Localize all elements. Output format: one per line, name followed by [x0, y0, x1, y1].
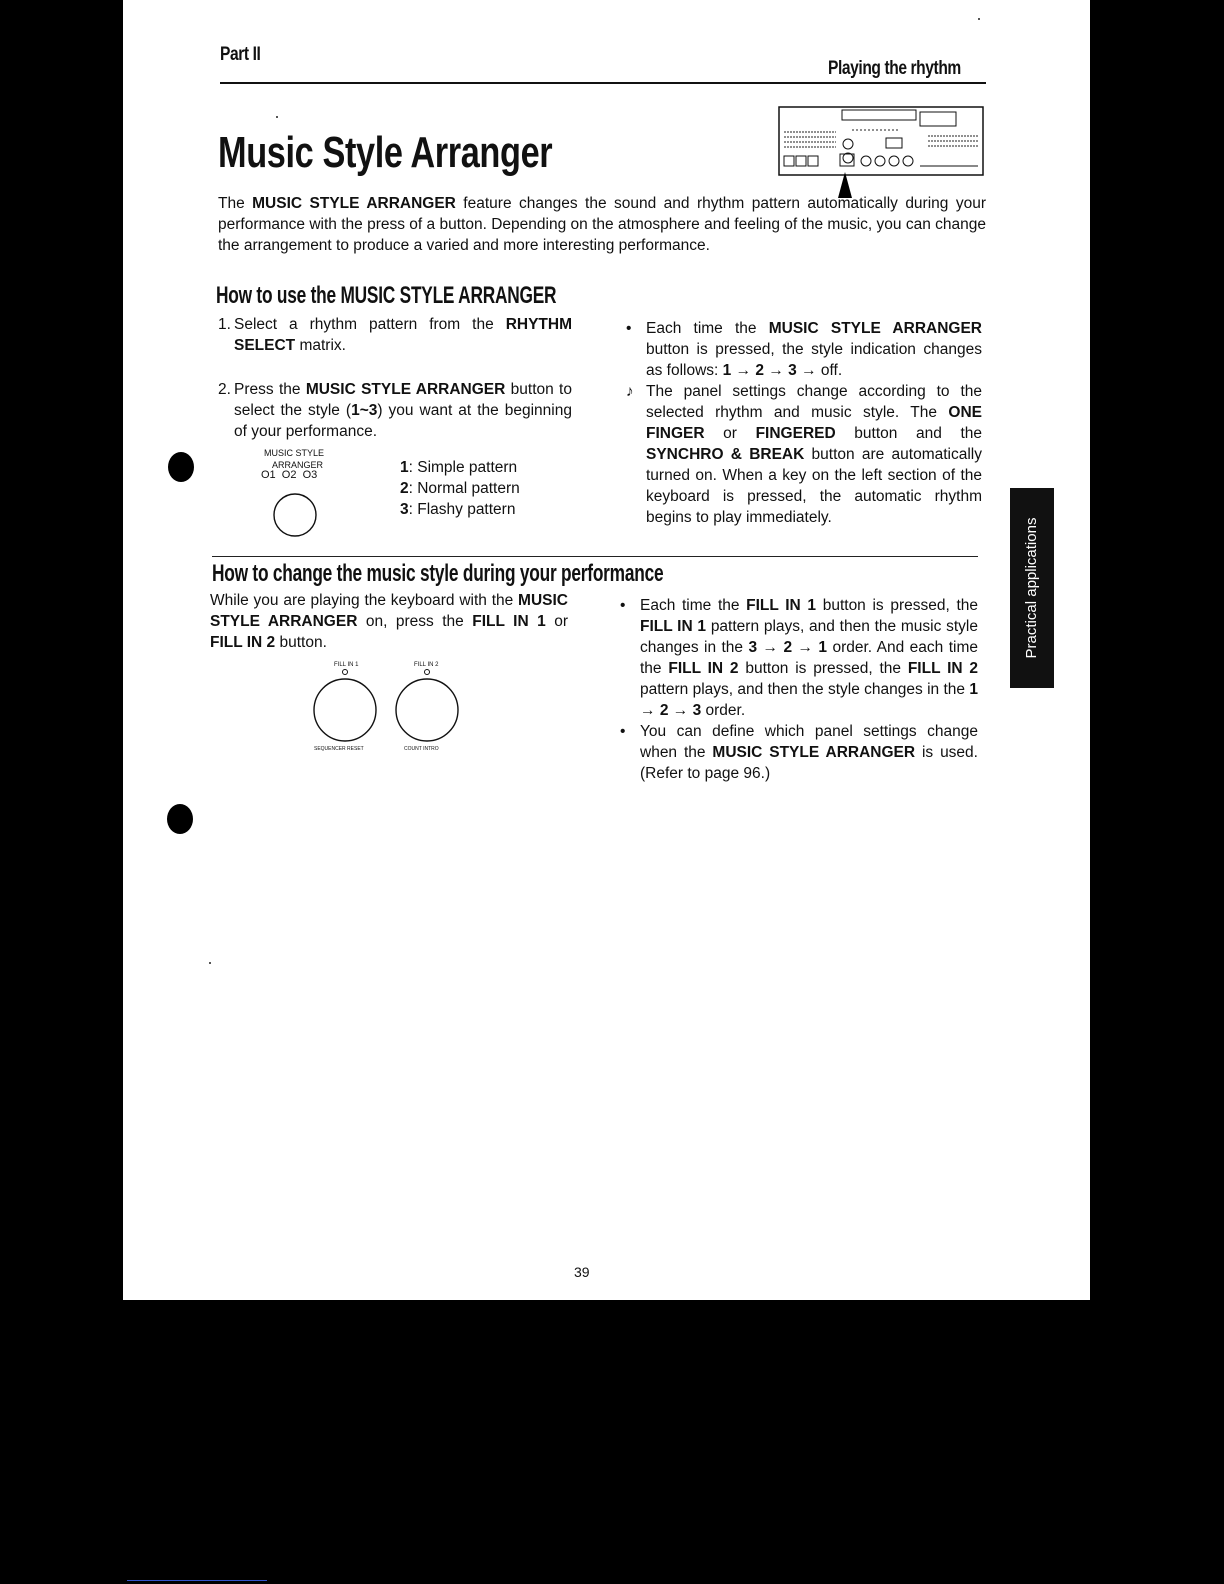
fill-in-2-label: FILL IN 2	[414, 662, 439, 668]
scan-speck	[276, 116, 278, 118]
header-section: Playing the rhythm	[828, 58, 961, 79]
header-part: Part II	[220, 44, 261, 65]
music-note-icon: ♪	[626, 383, 634, 400]
msa-label-1: MUSIC STYLE	[264, 448, 325, 458]
music-style-arranger-button-diagram	[258, 448, 348, 540]
scan-border-left	[0, 0, 123, 1584]
msa-label-2: ARRANGER	[272, 460, 324, 470]
fill-in-buttons-diagram	[310, 660, 470, 760]
side-tab	[1010, 488, 1054, 688]
keyboard-panel-diagram	[778, 106, 984, 176]
step-2: 2. Press the MUSIC STYLE ARRANGER button to select the style (1~3) you want at the beginning of your performance.	[218, 381, 572, 440]
page-margin-right	[1048, 0, 1090, 1300]
bullet-icon: •	[620, 723, 626, 740]
punch-hole	[168, 452, 194, 482]
fill-in-1-label: FILL IN 1	[334, 662, 359, 668]
pattern-item-2: 2: Normal pattern	[400, 480, 520, 497]
page-number: 39	[574, 1264, 590, 1280]
pattern-item-1: 1: Simple pattern	[400, 459, 518, 476]
sequencer-reset-label: SEQUENCER RESET	[314, 746, 364, 752]
msa-button-icon	[272, 492, 318, 538]
scan-speck	[978, 18, 980, 20]
side-tab-label: Practical applications	[1023, 517, 1040, 659]
pattern-item-3: 3: Flashy pattern	[400, 501, 516, 518]
how-to-use-notes	[626, 318, 982, 528]
bottom-underline	[127, 1580, 267, 1581]
steps-list	[218, 314, 572, 465]
page-title: Music Style Arranger	[218, 128, 553, 177]
how-to-change-notes	[620, 595, 978, 784]
bullet-icon: •	[620, 597, 626, 614]
count-intro-label: COUNT INTRO	[404, 746, 439, 752]
step-1: 1. Select a rhythm pattern from the RHYTHM SELECT matrix.	[218, 316, 572, 354]
msa-indicators: O1 O2 O3	[261, 469, 318, 481]
punch-hole	[167, 804, 193, 834]
fill-in-buttons-icon	[310, 668, 470, 748]
section-heading-how-to-change: How to change the music style during your performance	[212, 560, 664, 587]
bullet-icon: •	[626, 320, 632, 337]
scan-border-right	[1090, 0, 1224, 1584]
section-heading-how-to-use: How to use the MUSIC STYLE ARRANGER	[216, 282, 557, 309]
scan-speck	[209, 962, 211, 964]
note-define-panel-settings: • You can define which panel settings change when the MUSIC STYLE ARRANGER is used. (Refer to page 96.)	[620, 723, 978, 782]
how-to-change-paragraph: While you are playing the keyboard with the MUSIC STYLE ARRANGER on, press the FILL IN 1 or FILL IN 2 button.	[210, 592, 568, 651]
note-style-indication: • Each time the MUSIC STYLE ARRANGER button is pressed, the style indication changes as follows: 1 → 2 → 3 → off.	[626, 320, 982, 379]
scan-border-bottom	[123, 1300, 1090, 1584]
intro-paragraph: The MUSIC STYLE ARRANGER feature changes the sound and rhythm pattern automatically during your performance with the press of a button. Depending on the atmosphere and feeling of the music, you can change the arrangement to produce a varied and more interesting performance.	[218, 195, 986, 254]
note-fill-in-order: • Each time the FILL IN 1 button is pressed, the FILL IN 1 pattern plays, and then the music style changes in the 3 → 2 → 1 order. And each time the FILL IN 2 button is pressed, the FILL IN 2 pattern plays, and then the style changes in the 1 → 2 → 3 order.	[620, 597, 979, 719]
section-rule	[212, 556, 978, 557]
header-rule	[220, 82, 986, 84]
pattern-list	[400, 457, 580, 520]
note-panel-settings: ♪ The panel settings change according to the selected rhythm and music style. The ONE FINGER or FINGERED button and the SYNCHRO & BREAK button are automatically turned on. When a key on the left section of the keyboard is pressed, the automatic rhythm begins to play immediately.	[626, 383, 983, 526]
